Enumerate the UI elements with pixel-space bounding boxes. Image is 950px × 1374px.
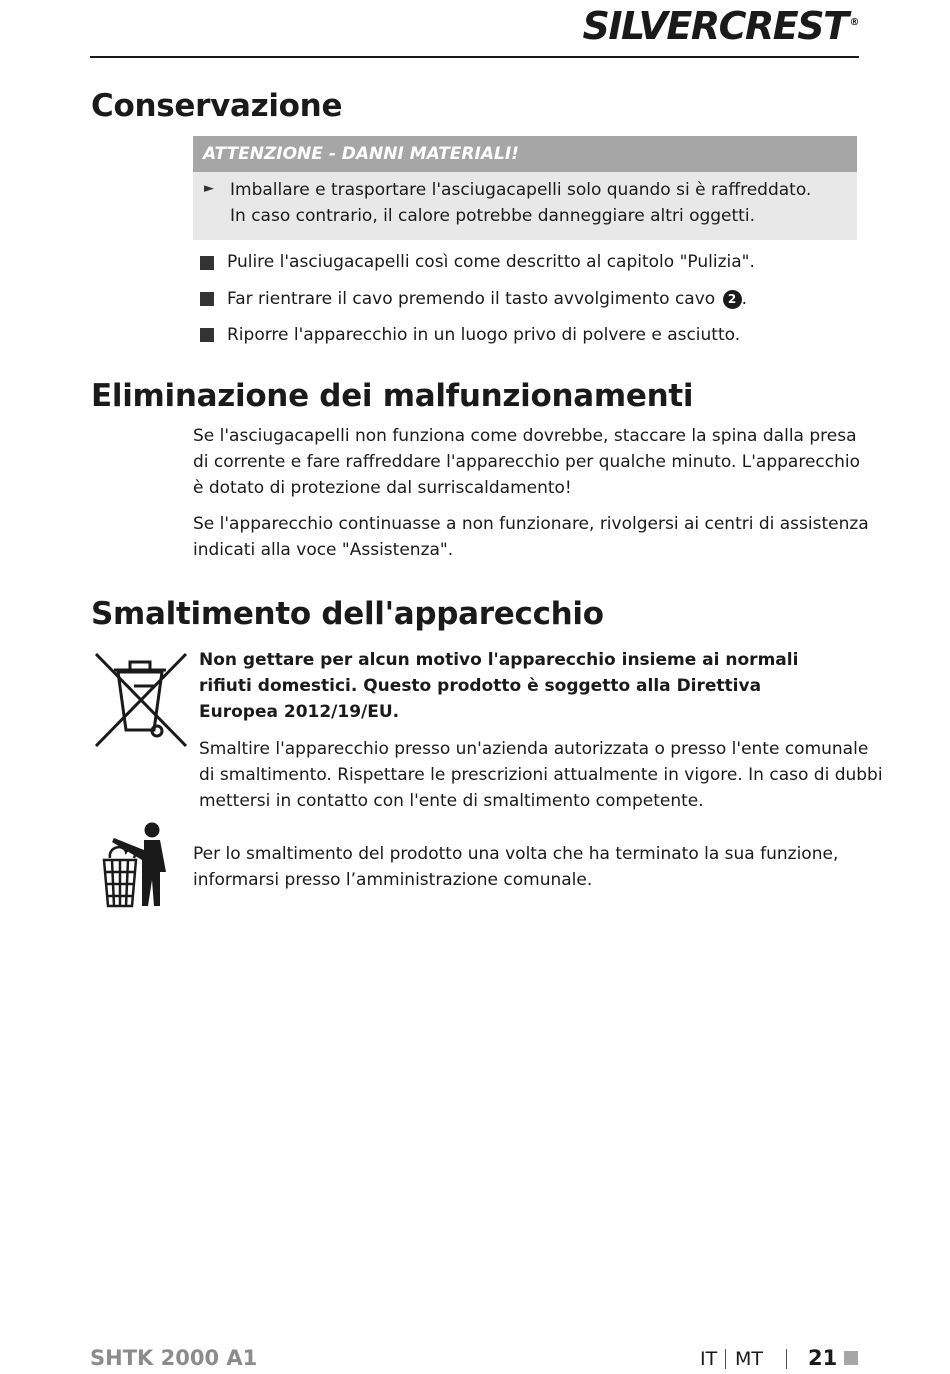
footer-language: MT <box>735 1348 763 1370</box>
page-marker <box>844 1351 858 1365</box>
paragraph-line: informarsi presso l’amministrazione comunale. <box>193 870 593 890</box>
paragraph-line: Smaltire l'apparecchio presso un'azienda autorizzata o presso l'ente comunale <box>199 739 869 759</box>
section-title-troubleshooting: Eliminazione dei malfunzionamenti <box>91 378 694 414</box>
arrow-bullet-icon: ► <box>204 181 214 196</box>
paragraph-line: di smaltimento. Rispettare le prescrizioni attualmente in vigore. In caso di dubbi <box>199 765 883 785</box>
list-item: Riporre l'apparecchio in un luogo privo di polvere e asciutto. <box>227 325 741 345</box>
paragraph-line: Se l'apparecchio continuasse a non funzionare, rivolgersi ai centri di assistenza <box>193 514 869 534</box>
paragraph-line: Per lo smaltimento del prodotto una volta che ha terminato la sua funzione, <box>193 844 839 864</box>
list-item: Far rientrare il cavo premendo il tasto avvolgimento cavo 2 . <box>227 289 747 309</box>
square-bullet-icon <box>200 328 214 342</box>
paragraph-line: Se l'asciugacapelli non funziona come dovrebbe, staccare la spina dalla presa <box>193 426 857 446</box>
crossed-bin-icon <box>94 652 190 748</box>
footer-divider <box>786 1349 787 1369</box>
square-bullet-icon <box>200 256 214 270</box>
footer-language: IT <box>700 1348 718 1370</box>
disposal-warning-line: Non gettare per alcun motivo l'apparecchio insieme ai normali <box>199 650 799 670</box>
header-rule <box>90 56 859 58</box>
paragraph-line: è dotato di protezione dal surriscaldamento! <box>193 478 572 498</box>
list-item: Pulire l'asciugacapelli così come descritto al capitolo "Pulizia". <box>227 252 755 272</box>
footer-model: SHTK 2000 A1 <box>90 1346 258 1370</box>
disposal-warning-line: Europea 2012/19/EU. <box>199 702 400 722</box>
footer-divider <box>725 1349 726 1369</box>
warning-line-1: Imballare e trasportare l'asciugacapelli solo quando si è raffreddato. <box>230 180 812 200</box>
tidyman-recycle-icon <box>100 820 172 910</box>
disposal-warning-line: rifiuti domestici. Questo prodotto è soggetto alla Direttiva <box>199 676 762 696</box>
square-bullet-icon <box>200 292 214 306</box>
page-number: 21 <box>808 1346 838 1370</box>
section-title-disposal: Smaltimento dell'apparecchio <box>91 596 604 632</box>
number-badge: 2 <box>723 290 742 309</box>
section-title-storage: Conservazione <box>91 88 343 124</box>
warning-line-2: In caso contrario, il calore potrebbe danneggiare altri oggetti. <box>230 206 755 226</box>
paragraph-line: mettersi in contatto con l'ente di smaltimento competente. <box>199 791 704 811</box>
brand-logo: SILVERCREST ® <box>582 4 858 48</box>
paragraph-line: indicati alla voce "Assistenza". <box>193 540 454 560</box>
paragraph-line: di corrente e fare raffreddare l'apparecchio per qualche minuto. L'apparecchio <box>193 452 861 472</box>
warning-heading: ATTENZIONE - DANNI MATERIALI! <box>193 136 857 172</box>
